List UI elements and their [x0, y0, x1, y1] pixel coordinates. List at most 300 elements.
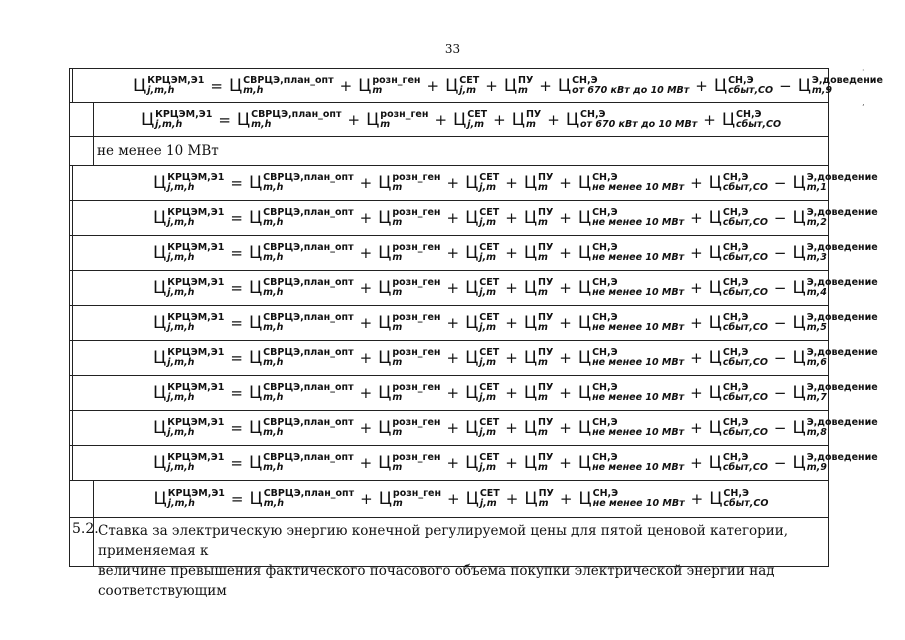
c-letter: Ц [523, 348, 538, 368]
superscript: розн_ген [392, 207, 441, 218]
operator: + [360, 490, 373, 508]
c-letter: Ц [465, 453, 479, 473]
c-letter: Ц [792, 173, 806, 193]
svrce-term [249, 313, 354, 333]
sup-sub [807, 383, 878, 403]
dovedenie-term [792, 418, 877, 438]
operator: + [559, 314, 572, 332]
subscript: от 670 кВт до 10 МВт [580, 118, 698, 130]
superscript: СН,Э [572, 74, 598, 86]
superscript: СЕТ [467, 108, 488, 120]
sup-sub [479, 418, 499, 438]
c-letter: Ц [465, 173, 479, 193]
subscript: m [372, 84, 383, 96]
c-letter: Ц [708, 348, 722, 368]
subscript: j,m,h [167, 427, 195, 438]
sup-sub [392, 173, 440, 193]
subscript: m,h [263, 182, 284, 193]
superscript: ПУ [538, 207, 554, 218]
c-letter: Ц [708, 208, 722, 228]
set-term [465, 243, 499, 263]
c-letter: Ц [378, 418, 392, 438]
rozn-term [378, 208, 440, 228]
operator: + [505, 454, 518, 472]
c-letter: Ц [153, 489, 167, 509]
c-letter: Ц [503, 75, 518, 96]
c-letter: Ц [792, 313, 806, 333]
set-term [466, 489, 500, 509]
sup-sub [167, 453, 224, 473]
subscript: не менее 10 МВт [592, 462, 685, 473]
svrce-term [249, 418, 354, 438]
number-cell [70, 103, 94, 136]
sup-sub [592, 313, 684, 333]
sup-sub [479, 243, 499, 263]
dovedenie-term [792, 348, 877, 368]
rozn-term [379, 489, 441, 509]
operator: = [230, 490, 244, 508]
c-letter: Ц [248, 208, 263, 228]
subscript: j,m,h [167, 287, 195, 298]
subscript: сбыт,СО [722, 392, 768, 403]
dovedenie-term [792, 453, 877, 473]
superscript: КРЦЭМ,Э1 [167, 382, 225, 393]
superscript: розн_ген [392, 312, 441, 323]
operator: − [773, 174, 787, 192]
c-letter: Ц [153, 173, 167, 193]
subscript: j,m,h [167, 182, 195, 193]
sbyt-term [709, 453, 768, 473]
superscript: розн_ген [392, 452, 441, 463]
sn-term [578, 208, 684, 228]
rozn-term [378, 243, 440, 263]
operator: + [690, 384, 703, 402]
operator: + [559, 419, 572, 437]
subscript: j,m [479, 498, 497, 509]
operator: + [690, 419, 703, 437]
c-letter: Ц [713, 75, 728, 96]
sup-sub [263, 173, 353, 193]
kr-term [153, 173, 224, 193]
subscript: m [538, 427, 548, 438]
sup-sub [723, 278, 768, 298]
sup-sub [263, 383, 353, 403]
sup-sub [263, 278, 353, 298]
superscript: ПУ [538, 312, 554, 323]
formula [73, 411, 878, 445]
operator: − [773, 314, 787, 332]
operator: + [446, 314, 460, 332]
sup-sub [538, 383, 553, 403]
formula-row [70, 69, 883, 103]
sup-sub [807, 208, 878, 228]
paragraph-line: величине превышения фактического почасового объема покупки электрической энергии над соответствующим [98, 563, 775, 599]
formula [73, 306, 878, 340]
operator: + [446, 454, 460, 472]
pu-term [524, 243, 553, 263]
superscript: СН,Э [592, 382, 618, 393]
superscript: СЕТ [479, 207, 500, 218]
c-letter: Ц [378, 489, 392, 509]
subscript: m,h [251, 118, 272, 130]
sup-sub [728, 76, 773, 96]
c-letter: Ц [577, 453, 592, 473]
superscript: СВРЦЭ,план_опт [251, 108, 342, 120]
superscript: ПУ [538, 347, 554, 358]
operator: − [779, 76, 792, 95]
operator: = [210, 76, 223, 95]
c-letter: Ц [708, 243, 722, 263]
operator: = [230, 209, 243, 227]
sup-sub [538, 243, 553, 263]
formula-row [70, 481, 828, 518]
c-letter: Ц [708, 383, 722, 403]
c-letter: Ц [228, 75, 243, 96]
svrce-term [249, 208, 354, 228]
operator: − [773, 244, 787, 262]
sup-sub [167, 243, 224, 263]
c-letter: Ц [248, 173, 263, 193]
subscript: m [392, 182, 403, 193]
c-letter: Ц [445, 75, 459, 96]
set-term [465, 348, 499, 368]
superscript: КРЦЭМ,Э1 [147, 74, 205, 86]
pu-term [524, 489, 553, 509]
operator: + [359, 349, 373, 367]
superscript: Э,доведение [806, 347, 878, 358]
subscript: m,8 [806, 427, 827, 438]
operator: + [446, 244, 460, 262]
c-letter: Ц [523, 418, 538, 438]
sup-sub [167, 418, 224, 438]
c-letter: Ц [523, 173, 538, 193]
section-label: не менее 10 МВт [97, 143, 219, 159]
superscript: СН,Э [592, 277, 618, 288]
number-cell [70, 481, 94, 517]
subscript: сбыт,СО [722, 462, 768, 473]
c-letter: Ц [792, 208, 806, 228]
superscript: розн_ген [392, 488, 442, 499]
sup-sub [723, 383, 768, 403]
paragraph-number: 5.2. [70, 518, 94, 566]
operator: + [547, 110, 560, 129]
subscript: не менее 10 МВт [592, 217, 685, 228]
c-letter: Ц [465, 489, 479, 509]
kr-term [133, 76, 204, 96]
c-letter: Ц [708, 313, 722, 333]
sup-sub [592, 348, 684, 368]
superscript: СН,Э [723, 488, 749, 499]
subscript: m [380, 118, 391, 130]
subscript: m [392, 252, 403, 263]
c-letter: Ц [577, 313, 592, 333]
subscript: j,m [479, 357, 497, 368]
subscript: m,h [263, 287, 284, 298]
set-term [465, 278, 499, 298]
sup-sub [467, 110, 487, 130]
c-letter: Ц [378, 313, 392, 333]
superscript: СН,Э [592, 452, 618, 463]
kr-term [153, 418, 224, 438]
superscript: КРЦЭМ,Э1 [167, 172, 225, 183]
operator: + [559, 209, 572, 227]
sup-sub [538, 278, 553, 298]
superscript: розн_ген [392, 347, 441, 358]
superscript: ПУ [538, 417, 554, 428]
sn-term [578, 313, 684, 333]
superscript: ПУ [538, 488, 554, 499]
subscript: m,6 [806, 357, 827, 368]
superscript: СЕТ [479, 417, 500, 428]
subscript: j,m,h [167, 498, 195, 509]
c-letter: Ц [465, 383, 479, 403]
superscript: СН,Э [722, 382, 749, 393]
c-letter: Ц [524, 489, 538, 509]
subscript: m,h [263, 427, 284, 438]
subscript: j,m,h [147, 84, 175, 96]
c-letter: Ц [153, 348, 167, 368]
c-letter: Ц [465, 313, 479, 333]
subscript: m,h [263, 392, 284, 403]
formula [94, 103, 828, 136]
formula-table [69, 68, 883, 599]
subscript: m [538, 252, 548, 263]
c-letter: Ц [248, 453, 263, 473]
operator: + [446, 279, 460, 297]
operator: + [505, 244, 518, 262]
c-letter: Ц [792, 348, 806, 368]
page-number: 33 [444, 42, 461, 56]
superscript: розн_ген [392, 417, 441, 428]
c-letter: Ц [378, 383, 392, 403]
pu-term [524, 313, 553, 333]
subscript: j,m,h [167, 252, 195, 263]
sup-sub [812, 76, 883, 96]
subscript: сбыт,СО [736, 118, 782, 130]
sup-sub [167, 173, 224, 193]
subscript: m [392, 357, 403, 368]
subscript: сбыт,СО [728, 84, 774, 96]
rozn-term [378, 348, 440, 368]
kr-term [141, 110, 212, 130]
pu-term [524, 173, 553, 193]
svrce-term [250, 489, 355, 509]
sup-sub [538, 418, 553, 438]
sup-sub [263, 243, 353, 263]
subscript: не менее 10 МВт [592, 392, 685, 403]
sup-sub [807, 313, 878, 333]
sup-sub [392, 453, 440, 473]
subscript: j,m [479, 462, 497, 473]
sup-sub [392, 208, 440, 228]
superscript: КРЦЭМ,Э1 [167, 207, 225, 218]
pu-term [524, 278, 553, 298]
subscript: j,m,h [167, 392, 195, 403]
sup-sub [392, 383, 440, 403]
c-letter: Ц [708, 453, 722, 473]
c-letter: Ц [453, 109, 467, 130]
dovedenie-term [798, 76, 883, 96]
operator: + [339, 76, 353, 95]
superscript: Э,доведение [806, 382, 878, 393]
operator: + [505, 279, 518, 297]
c-letter: Ц [248, 313, 263, 333]
superscript: СН,Э [592, 312, 618, 323]
formula [73, 201, 878, 235]
operator: + [690, 209, 703, 227]
c-letter: Ц [378, 243, 392, 263]
subscript: j,m [479, 322, 497, 333]
formula [73, 69, 883, 102]
c-letter: Ц [578, 489, 592, 509]
c-letter: Ц [153, 383, 167, 403]
superscript: СН,Э [592, 417, 618, 428]
subscript: не менее 10 МВт [592, 182, 685, 193]
c-letter: Ц [523, 383, 538, 403]
superscript: розн_ген [392, 242, 441, 253]
superscript: Э,доведение [806, 312, 878, 323]
svrce-term [237, 110, 342, 130]
sbyt-term [714, 76, 773, 96]
sup-sub [479, 278, 499, 298]
sup-sub [264, 489, 354, 509]
sbyt-term [709, 173, 768, 193]
superscript: СН,Э [592, 207, 618, 218]
sup-sub [263, 418, 353, 438]
formula [73, 236, 878, 270]
sup-sub [459, 76, 479, 96]
operator: + [690, 174, 703, 192]
subscript: сбыт,СО [722, 287, 768, 298]
subscript: j,m [467, 118, 484, 130]
sup-sub [392, 348, 440, 368]
superscript: Э,доведение [806, 277, 878, 288]
sup-sub [807, 453, 878, 473]
operator: + [690, 244, 703, 262]
sup-sub [723, 418, 768, 438]
formula-row [70, 306, 878, 341]
operator: + [446, 209, 460, 227]
operator: + [505, 209, 518, 227]
kr-term [153, 243, 224, 263]
sn-term [578, 243, 684, 263]
subscript: m,h [263, 357, 284, 368]
superscript: СЕТ [479, 488, 500, 499]
operator: = [230, 244, 243, 262]
c-letter: Ц [140, 109, 155, 130]
operator: + [690, 349, 703, 367]
rozn-term [378, 173, 440, 193]
sn-term [566, 110, 697, 130]
sup-sub [263, 208, 353, 228]
margin-mark: ʼ [862, 103, 865, 112]
operator: = [218, 110, 231, 129]
pu-term [512, 110, 541, 130]
operator: − [773, 209, 787, 227]
superscript: СН,Э [722, 417, 749, 428]
operator: + [505, 314, 518, 332]
set-term [465, 208, 499, 228]
superscript: ПУ [538, 452, 554, 463]
subscript: m,9 [806, 462, 827, 473]
c-letter: Ц [721, 109, 736, 130]
subscript: сбыт,СО [722, 252, 768, 263]
operator: − [773, 384, 787, 402]
formula-row [70, 376, 878, 411]
sup-sub [807, 243, 878, 263]
c-letter: Ц [523, 278, 538, 298]
operator: = [230, 279, 243, 297]
superscript: ПУ [538, 172, 554, 183]
subscript: m,h [263, 252, 284, 263]
c-letter: Ц [236, 109, 251, 130]
sup-sub [526, 110, 541, 130]
sn-term [578, 278, 684, 298]
operator: − [773, 419, 787, 437]
superscript: СН,Э [580, 108, 606, 120]
c-letter: Ц [153, 418, 167, 438]
superscript: Э,доведение [806, 452, 878, 463]
operator: + [703, 110, 716, 129]
subscript: j,m [479, 217, 497, 228]
rozn-term [358, 76, 420, 96]
svrce-term [249, 173, 354, 193]
c-letter: Ц [792, 278, 806, 298]
sup-sub [393, 489, 441, 509]
c-letter: Ц [792, 453, 806, 473]
superscript: СВРЦЭ,план_опт [263, 172, 354, 183]
superscript: Э,доведение [806, 242, 878, 253]
operator: + [446, 384, 460, 402]
superscript: розн_ген [380, 108, 429, 120]
sup-sub [392, 243, 440, 263]
c-letter: Ц [565, 109, 580, 130]
kr-term [153, 278, 224, 298]
pu-term [524, 418, 553, 438]
operator: + [559, 490, 573, 508]
formula [73, 271, 878, 305]
sup-sub [592, 418, 684, 438]
paragraph-text [94, 518, 828, 601]
formula [94, 481, 828, 517]
subscript: сбыт,СО [723, 498, 769, 509]
operator: + [505, 419, 518, 437]
sup-sub [167, 313, 224, 333]
subscript: m [538, 217, 548, 228]
subscript: m [538, 322, 548, 333]
dovedenie-term [792, 243, 877, 263]
operator: + [485, 76, 498, 95]
superscript: СЕТ [479, 452, 500, 463]
superscript: розн_ген [372, 74, 421, 86]
operator: = [230, 349, 243, 367]
operator: + [447, 490, 460, 508]
superscript: СН,Э [722, 277, 749, 288]
sup-sub [592, 243, 684, 263]
superscript: СЕТ [479, 242, 500, 253]
superscript: розн_ген [392, 172, 441, 183]
subscript: m [538, 182, 548, 193]
sup-sub [263, 453, 353, 473]
superscript: СЕТ [459, 74, 480, 86]
subscript: не менее 10 МВт [592, 252, 685, 263]
operator: = [230, 419, 243, 437]
c-letter: Ц [378, 173, 392, 193]
kr-term [153, 313, 224, 333]
subscript: j,m,h [167, 357, 195, 368]
sup-sub [167, 383, 224, 403]
superscript: КРЦЭМ,Э1 [167, 452, 225, 463]
